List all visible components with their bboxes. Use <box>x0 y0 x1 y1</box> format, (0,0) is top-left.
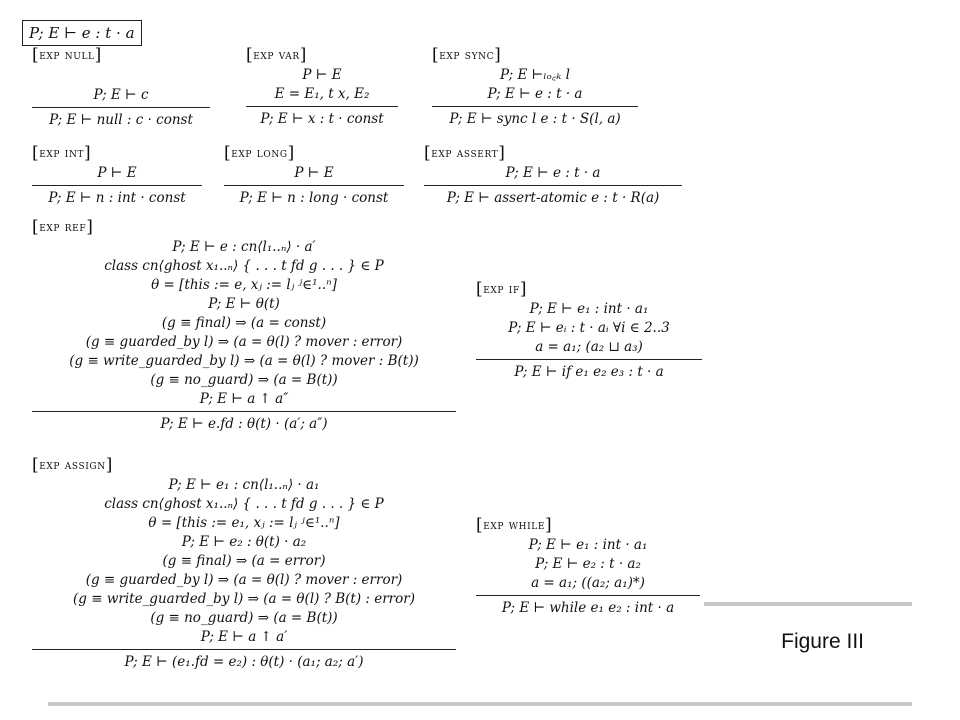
rule-name: [exp null] <box>32 45 102 65</box>
rule-exp-ref <box>32 218 456 434</box>
premise: P; E ⊢ θ(t) <box>208 296 280 312</box>
premise: P; E ⊢ e₁ : cn⟨l₁..ₙ⟩ · a₁ <box>168 477 320 493</box>
rule-exp-assign <box>32 456 456 672</box>
inference-bar <box>32 649 456 650</box>
inference-bar <box>32 411 456 412</box>
premise: (g ≡ guarded_by l) ⇒ (a = θ(l) ? mover : error) <box>85 572 403 588</box>
conclusion: P; E ⊢ sync l e : t · S(l, a) <box>449 111 621 127</box>
premise: class cn⟨ghost x₁..ₙ⟩ { . . . t fd g . . . } ∈ P <box>104 496 384 512</box>
premise: θ = [this := e, xⱼ := lⱼ ʲ∈¹..ⁿ] <box>151 277 337 293</box>
rule-exp-assert <box>424 144 682 208</box>
premise: P; E ⊢ e₁ : int · a₁ <box>529 301 649 317</box>
premise: P; E ⊢ a ↑ a′ <box>200 629 288 645</box>
rule-name: [exp if] <box>476 279 528 299</box>
rule-name: [exp while] <box>476 515 553 535</box>
conclusion: P; E ⊢ n : int · const <box>48 190 186 206</box>
rule-name: [exp assign] <box>32 455 113 475</box>
premise: class cn⟨ghost x₁..ₙ⟩ { . . . t fd g . . . } ∈ P <box>104 258 384 274</box>
rule-exp-long <box>224 144 404 208</box>
premise: P; E ⊢ e : cn⟨l₁..ₙ⟩ · a′ <box>172 239 316 255</box>
premise: P; E ⊢ e₂ : θ(t) · a₂ <box>181 534 307 550</box>
premise: (g ≡ write_guarded_by l) ⇒ (a = θ(l) ? B(t) : error) <box>73 591 415 607</box>
premise: P; E ⊢ₗₒ꜀ₖ l <box>500 67 570 83</box>
premise: a = a₁; ((a₂; a₁)*) <box>531 575 645 591</box>
premise: P; E ⊢ a ↑ a″ <box>199 391 289 407</box>
premise: θ = [this := e₁, xⱼ := lⱼ ʲ∈¹..ⁿ] <box>148 515 340 531</box>
conclusion: P; E ⊢ if e₁ e₂ e₃ : t · a <box>514 364 664 380</box>
rule-exp-int <box>32 144 202 208</box>
rule-name: [exp var] <box>246 45 307 65</box>
premise: (g ≡ write_guarded_by l) ⇒ (a = θ(l) ? mover : B(t)) <box>69 353 419 369</box>
inference-bar <box>224 185 404 186</box>
inference-bar <box>32 185 202 186</box>
rule-exp-sync <box>432 46 638 129</box>
inference-bar <box>424 185 682 186</box>
figure-label: Figure III <box>781 630 864 653</box>
rule-name: [exp int] <box>32 143 92 163</box>
rule-exp-var <box>246 46 398 129</box>
inference-bar <box>476 359 702 360</box>
premise: P; E ⊢ c <box>93 87 149 103</box>
conclusion: P; E ⊢ assert-atomic e : t · R(a) <box>446 190 660 206</box>
conclusion: P; E ⊢ x : t · const <box>260 111 384 127</box>
premise: P ⊢ E <box>302 67 342 83</box>
conclusion: P; E ⊢ e.fd : θ(t) · (a′; a″) <box>160 416 328 432</box>
rule-name: [exp long] <box>224 143 295 163</box>
rule-name: [exp sync] <box>432 45 502 65</box>
premise: P ⊢ E <box>97 165 137 181</box>
premise: (g ≡ no_guard) ⇒ (a = B(t)) <box>150 372 338 388</box>
premise: a = a₁; (a₂ ⊔ a₃) <box>535 339 643 355</box>
inference-bar <box>476 595 700 596</box>
premise: P; E ⊢ e : t · a <box>487 86 583 102</box>
premise: E = E₁, t x, E₂ <box>274 86 370 102</box>
conclusion: P; E ⊢ n : long · const <box>239 190 389 206</box>
premise: (g ≡ no_guard) ⇒ (a = B(t)) <box>150 610 338 626</box>
conclusion: P; E ⊢ (e₁.fd = e₂) : θ(t) · (a₁; a₂; a′) <box>124 654 364 670</box>
decorative-rule-lower <box>48 702 912 706</box>
premise: (g ≡ guarded_by l) ⇒ (a = θ(l) ? mover : error) <box>85 334 403 350</box>
premise: P; E ⊢ e : t · a <box>505 165 601 181</box>
rule-exp-if <box>476 280 702 382</box>
inference-bar <box>32 107 210 108</box>
rule-name: [exp ref] <box>32 217 94 237</box>
rule-exp-null <box>32 46 210 130</box>
judgment-form: P; E ⊢ e : t · a <box>29 24 135 42</box>
conclusion: P; E ⊢ null : c · const <box>49 112 193 128</box>
premise: (g ≡ final) ⇒ (a = error) <box>162 553 326 569</box>
premise: P; E ⊢ e₁ : int · a₁ <box>528 537 648 553</box>
premise: P; E ⊢ eᵢ : t · aᵢ ∀i ∈ 2..3 <box>508 320 670 336</box>
judgment-form-box <box>22 20 142 46</box>
premise: (g ≡ final) ⇒ (a = const) <box>161 315 327 331</box>
premise: P; E ⊢ e₂ : t · a₂ <box>535 556 641 572</box>
rule-name: [exp assert] <box>424 143 506 163</box>
inference-bar <box>246 106 398 107</box>
premise: P ⊢ E <box>294 165 334 181</box>
conclusion: P; E ⊢ while e₁ e₂ : int · a <box>501 600 675 616</box>
rule-exp-while <box>476 516 700 618</box>
decorative-rule-upper <box>704 602 912 606</box>
inference-bar <box>432 106 638 107</box>
